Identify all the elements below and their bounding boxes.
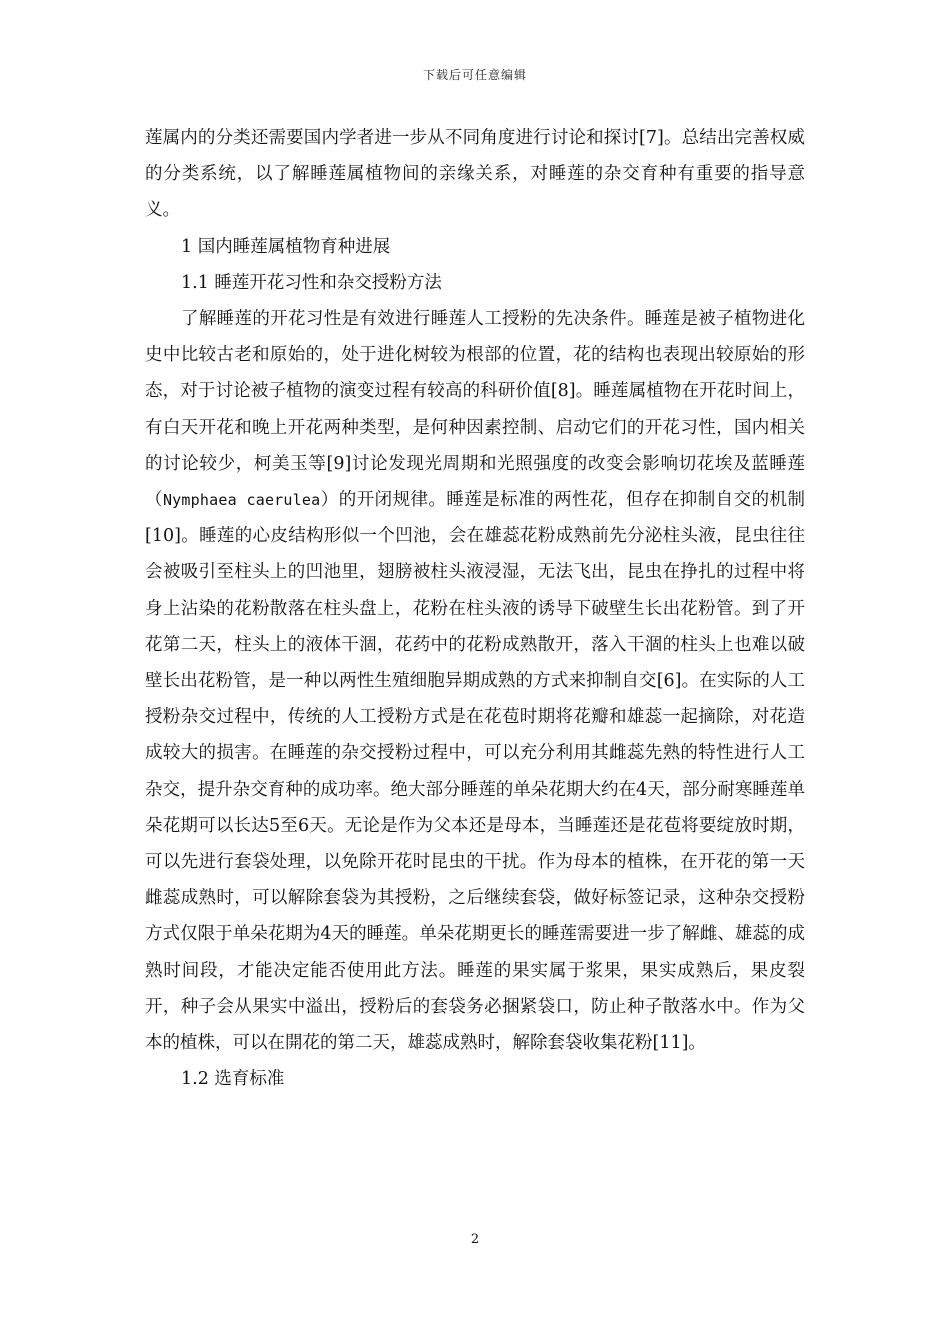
latin-species-name: Nymphaea caerulea: [162, 491, 321, 510]
page-header: 下载后可任意编辑: [422, 68, 527, 82]
document-body: [145, 120, 805, 1097]
paragraph-intro: 莲属内的分类还需要国内学者进一步从不同角度进行讨论和探讨[7]。总结出完善权威的分类系统，以了解睡莲属植物间的亲缘关系，对睡莲的杂交育种有重要的指导意义。: [145, 128, 805, 221]
section-heading-1-1: 1.1 睡莲开花习性和杂交授粉方法: [181, 272, 442, 293]
page-number: 2: [470, 1232, 480, 1247]
section-heading-1: 1 国内睡莲属植物育种进展: [181, 236, 391, 257]
paragraph-text-part-b: ）的开闭规律。睡莲是标准的两性花，但存在抑制自交的机制[10]。睡莲的心皮结构形似一个凹池，会在雄蕊花粉成熟前先分泌柱头液，昆虫往往会被吸引至柱头上的凹池里，翅膀被柱头液浸湿，无法飞出，昆虫在挣扎的过程中将身上沾染的花粉散落在柱头盘上，花粉在柱头液的诱导下破壁生长出花粉管。到了开花第二天，柱头上的液体干涸，花药中的花粉成熟散开，落入干涸的柱头上也难以破壁长出花粉管，是一种以两性生殖细胞异期成熟的方式来抑制自交[6]。在实际的人工授粉杂交过程中，传统的人工授粉方式是在花苞时期将花瓣和雄蕊一起摘除，对花造成较大的损害。在睡莲的杂交授粉过程中，可以充分利用其雌蕊先熟的特性进行人工杂交，提升杂交育种的成功率。绝大部分睡莲的单朵花期大约在4天，部分耐寒睡莲单朵花期可以长达5至6天。无论是作为父本还是母本，当睡莲还是花苞将要绽放时期，可以先进行套袋处理，以免除开花时昆虫的干扰。作为母本的植株，在开花的第一天雌蕊成熟时，可以解除套袋为其授粉，之后继续套袋，做好标签记录，这种杂交授粉方式仅限于单朵花期为4天的睡莲。单朵花期更长的睡莲需要进一步了解雌、雄蕊的成熟时间段，才能决定能否使用此方法。睡莲的果实属于浆果，果实成熟后，果皮裂开，种子会从果实中溢出，授粉后的套袋务必捆紧袋口，防止种子散落水中。作为父本的植株，可以在開花的第二天，雄蕊成熟时，解除套袋收集花粉[11]。: [145, 490, 805, 1054]
paragraph-text-part-a: 了解睡莲的开花习性是有效进行睡莲人工授粉的先决条件。睡莲是被子植物进化史中比较古老和原始的，处于进化树较为根部的位置，花的结构也表现出较原始的形态，对于讨论被子植物的演变过程有较高的科研价值[8]。睡莲属植物在开花时间上，有白天开花和晚上开花两种类型，是何种因素控制、启动它们的开花习性，国内相关的讨论较少，柯美玉等[9]讨论发现光周期和光照强度的改变会影响切花埃及蓝睡莲（: [145, 309, 805, 511]
paragraph-flowering-habits: [145, 301, 805, 1061]
section-heading-1-2: 1.2 选育标准: [181, 1069, 285, 1090]
